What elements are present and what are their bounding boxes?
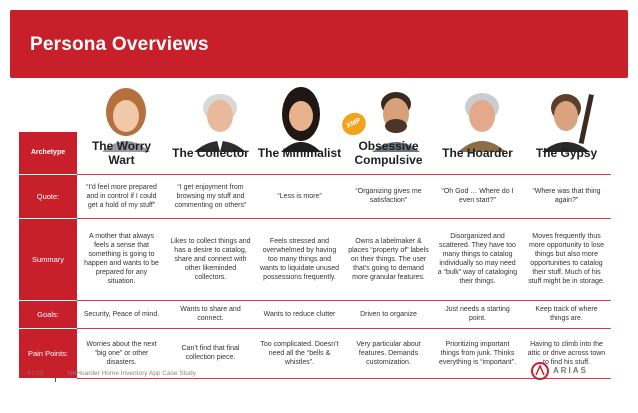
arias-logo [531,362,593,380]
persona-summary: A mother that always feels a sense that something is going to happen and wants to be prepared for any situation. [77,218,166,300]
persona-pain-points: Worries about the next “big one” or other disasters. [77,328,166,378]
table-row [19,174,611,218]
persona-quote: “Oh God … Where do I even start?” [433,174,522,218]
persona-quote: “Less is more” [255,174,344,218]
persona-quote: “I get enjoyment from browsing my stuff and commenting on others” [166,174,255,218]
persona-pain-points: Having to climb into the attic or drive across town to find his stuff. [522,328,611,378]
persona-name: The Collector [166,132,255,174]
row-label-quote: Quote: [19,174,77,218]
persona-name: The Gypsy [522,132,611,174]
row-label-archetype: Archetype [19,132,77,174]
page-number: 4 / 23 [27,370,44,377]
persona-quote: “Where was that thing again?” [522,174,611,218]
xmp-badge-icon: XMP [338,109,369,139]
persona-goals: Keep track of where things are. [522,300,611,328]
logo-text: ARIAS [553,366,588,375]
row-label-pain-points: Pain Points: [19,328,77,378]
footer-caption: UnHoarder Home Inventory App Case Study [68,370,196,377]
persona-goals: Wants to share and connect. [166,300,255,328]
table-row [19,132,611,174]
persona-name: The Worry Wart [77,132,166,174]
persona-pain-points: Too complicated. Doesn’t need all the “bells & whistles”. [255,328,344,378]
persona-pain-points: Can’t find that final collection piece. [166,328,255,378]
table-row [19,218,611,300]
persona-summary: Feels stressed and overwhelmed by having too many things and wants to liquidate unused possessions frequently. [255,218,344,300]
persona-quote: “I’d feel more prepared and in control if I could get a hold of my stuff” [77,174,166,218]
persona-goals: Driven to organize [344,300,433,328]
row-label-summary: Summary [19,218,77,300]
persona-summary: Moves frequently thus more opportunity to lose things but also more opportunities to catalog their stuff. Much of his stuff might be in storage. [522,218,611,300]
persona-pain-points: Very particular about features. Demands customization. [344,328,433,378]
persona-pain-points: Prioritizing important things from junk. Thinks everything is “important”. [433,328,522,378]
persona-name: Obsessive Compulsive [344,132,433,174]
persona-summary: Owns a labelmaker & places “property of” labels on their things. The user that’s going to demand more granular features. [344,218,433,300]
footer-divider [55,362,56,382]
persona-summary: Disorganized and scattered. They have too many things to catalog individually so may need a “bulk” way of cataloging their things. [433,218,522,300]
arias-logo-icon [531,362,549,380]
persona-name: The Hoarder [433,132,522,174]
row-label-goals: Goals: [19,300,77,328]
persona-table [19,132,611,379]
page-title: Persona Overviews [30,34,209,55]
table-row [19,300,611,328]
header-banner [10,10,628,78]
persona-name: The Minimalist [255,132,344,174]
persona-summary: Likes to collect things and has a desire to catalog, share and connect with other likeminded collectors. [166,218,255,300]
persona-goals: Just needs a starting point. [433,300,522,328]
persona-goals: Security, Peace of mind. [77,300,166,328]
persona-quote: “Organizing gives me satisfaction” [344,174,433,218]
persona-goals: Wants to reduce clutter [255,300,344,328]
